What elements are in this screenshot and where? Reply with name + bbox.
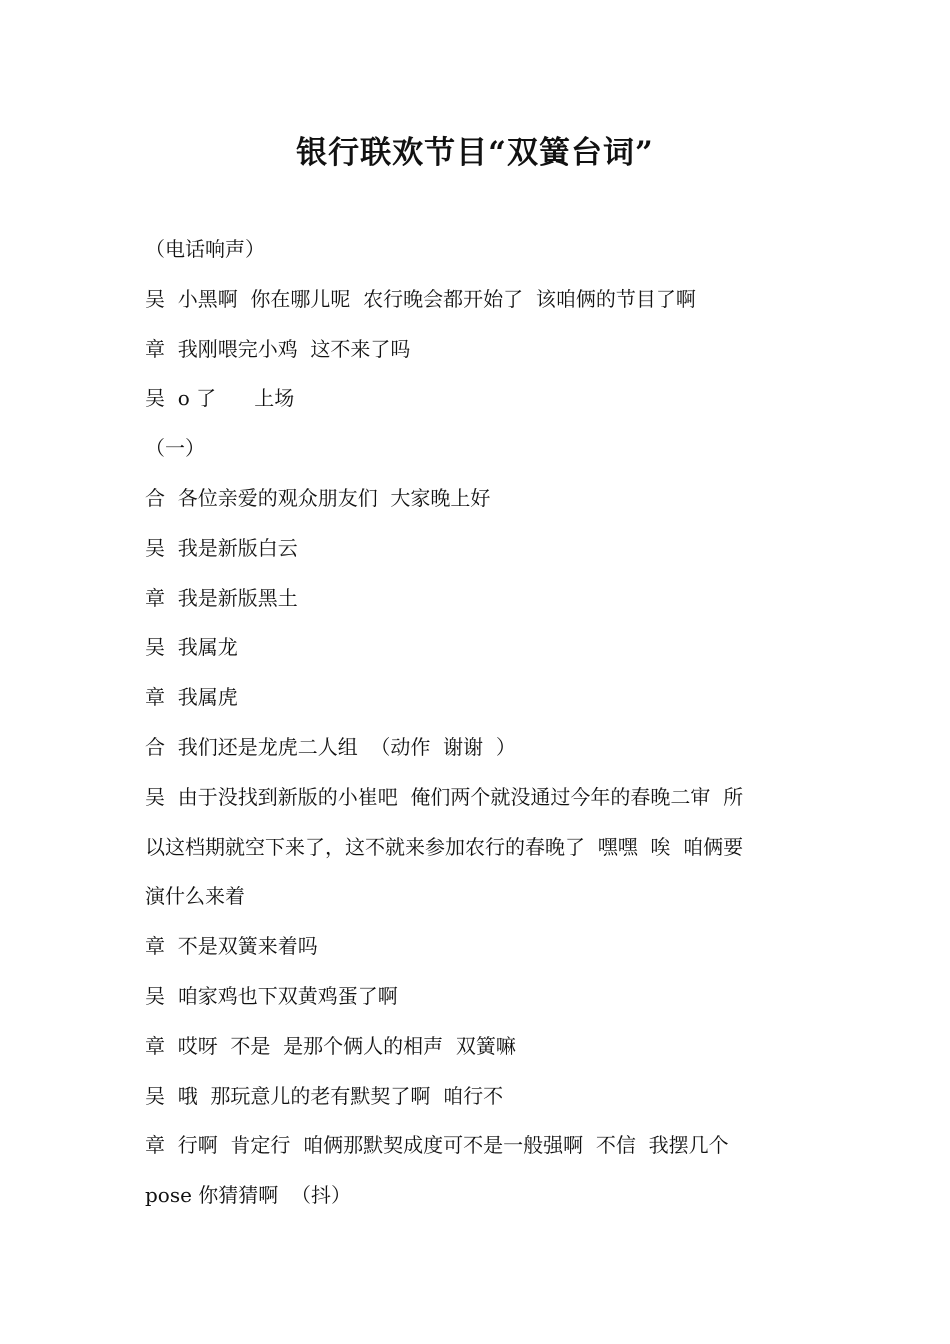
script-line: 章 我属虎 [145,685,238,710]
script-line: 吴 咱家鸡也下双黄鸡蛋了啊 [145,983,398,1008]
script-line: 吴 我属龙 [145,635,238,660]
script-line: 吴 哦 那玩意儿的老有默契了啊 咱行不 [145,1083,504,1108]
script-line: 章 我刚喂完小鸡 这不来了吗 [145,336,411,361]
script-line: 吴 我是新版白云 [145,535,298,560]
script-line: 吴 由于没找到新版的小崔吧 俺们两个就没通过今年的春晚二审 所 [145,784,744,809]
script-line: 章 行啊 肯定行 咱俩那默契成度可不是一般强啊 不信 我摆几个 [145,1133,729,1158]
script-line: 章 哎呀 不是 是那个俩人的相声 双簧嘛 [145,1033,516,1058]
script-line: 章 我是新版黑土 [145,585,298,610]
script-line: （电话响声） [145,237,265,261]
script-line: 合 各位亲爱的观众朋友们 大家晚上好 [145,485,491,510]
script-line: 章 不是双簧来着吗 [145,934,318,959]
document-title: 银行联欢节目“双簧台词” [296,135,654,171]
script-line: 吴 小黑啊 你在哪儿呢 农行晚会都开始了 该咱俩的节目了啊 [145,286,696,311]
script-line: 以这档期就空下来了，这不就来参加农行的春晚了 嘿嘿 唉 咱俩要 [145,834,744,859]
script-line: 演什么来着 [145,884,245,909]
script-line: 合 我们还是龙虎二人组 （动作 谢谢 ） [145,734,516,759]
script-line: （一） [145,436,205,461]
script-line: pose 你猜猜啊 （抖） [145,1183,352,1208]
script-line: 吴 o 了 上场 [145,386,295,411]
script-body [145,225,810,1221]
